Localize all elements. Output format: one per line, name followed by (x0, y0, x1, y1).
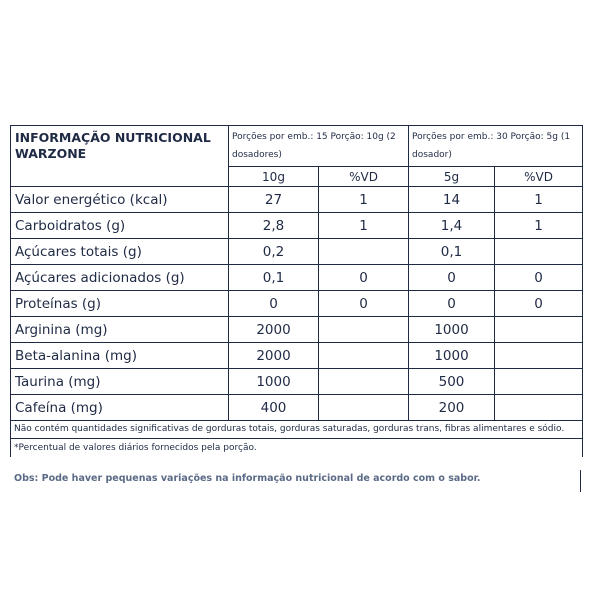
nutrient-label: Proteínas (g) (11, 291, 229, 317)
footnote-row (11, 421, 583, 439)
vd-cell (319, 239, 409, 265)
vd-cell (495, 343, 583, 369)
value-cell: 27 (229, 187, 319, 213)
vd-cell (319, 317, 409, 343)
nutrition-table-container (10, 125, 582, 457)
vd-cell (319, 369, 409, 395)
value-cell: 14 (409, 187, 495, 213)
vd-cell (495, 369, 583, 395)
vd-cell (495, 239, 583, 265)
vd-cell (495, 317, 583, 343)
footnote-text: Não contém quantidades significativas de gorduras totais, gorduras saturadas, gorduras trans, fibras alimentares e sódio. (11, 421, 583, 439)
vd-cell: 1 (319, 187, 409, 213)
value-cell: 0 (229, 291, 319, 317)
nutrient-label: Arginina (mg) (11, 317, 229, 343)
value-cell: 1000 (229, 369, 319, 395)
table-row (11, 187, 583, 213)
nutrient-label: Valor energético (kcal) (11, 187, 229, 213)
nutrient-label: Açúcares totais (g) (11, 239, 229, 265)
value-cell: 1000 (409, 343, 495, 369)
value-cell: 2000 (229, 343, 319, 369)
nutrient-label: Açúcares adicionados (g) (11, 265, 229, 291)
vd-cell (495, 395, 583, 421)
table-row (11, 343, 583, 369)
vd-cell: 1 (495, 187, 583, 213)
value-cell: 1000 (409, 317, 495, 343)
portion-info-a: Porções por emb.: 15 Porção: 10g (2 dosadores) (229, 126, 409, 167)
value-cell: 500 (409, 369, 495, 395)
vd-cell: 1 (319, 213, 409, 239)
observation-note: Obs: Pode haver pequenas variações na informação nutricional de acordo com o sabor. (14, 473, 481, 484)
table-row (11, 317, 583, 343)
nutrient-label: Beta-alanina (mg) (11, 343, 229, 369)
nutrient-label: Cafeína (mg) (11, 395, 229, 421)
divider (580, 470, 581, 492)
value-cell: 2,8 (229, 213, 319, 239)
value-cell: 0,1 (409, 239, 495, 265)
table-row (11, 239, 583, 265)
nutrient-label: Carboidratos (g) (11, 213, 229, 239)
vd-cell: 0 (319, 265, 409, 291)
value-cell: 0 (409, 291, 495, 317)
column-header: 10g (229, 167, 319, 187)
table-title (11, 126, 229, 187)
vd-cell: 0 (319, 291, 409, 317)
column-header: %VD (495, 167, 583, 187)
table-header-row (11, 126, 583, 167)
value-cell: 2000 (229, 317, 319, 343)
footnote-row (11, 439, 583, 458)
table-row (11, 291, 583, 317)
vd-cell: 0 (495, 265, 583, 291)
vd-cell (319, 343, 409, 369)
value-cell: 0,1 (229, 265, 319, 291)
table-title-line1: INFORMAÇÃO NUTRICIONAL (15, 130, 211, 145)
table-title-line2: WARZONE (15, 146, 87, 161)
footnote-text: *Percentual de valores diários fornecidos pela porção. (11, 439, 583, 458)
value-cell: 400 (229, 395, 319, 421)
value-cell: 200 (409, 395, 495, 421)
column-header: %VD (319, 167, 409, 187)
value-cell: 0,2 (229, 239, 319, 265)
table-row (11, 369, 583, 395)
table-row (11, 213, 583, 239)
nutrition-table (10, 125, 583, 457)
column-header: 5g (409, 167, 495, 187)
value-cell: 0 (409, 265, 495, 291)
value-cell: 1,4 (409, 213, 495, 239)
vd-cell (319, 395, 409, 421)
nutrient-label: Taurina (mg) (11, 369, 229, 395)
table-row (11, 395, 583, 421)
vd-cell: 1 (495, 213, 583, 239)
vd-cell: 0 (495, 291, 583, 317)
portion-info-b: Porções por emb.: 30 Porção: 5g (1 dosador) (409, 126, 583, 167)
table-row (11, 265, 583, 291)
